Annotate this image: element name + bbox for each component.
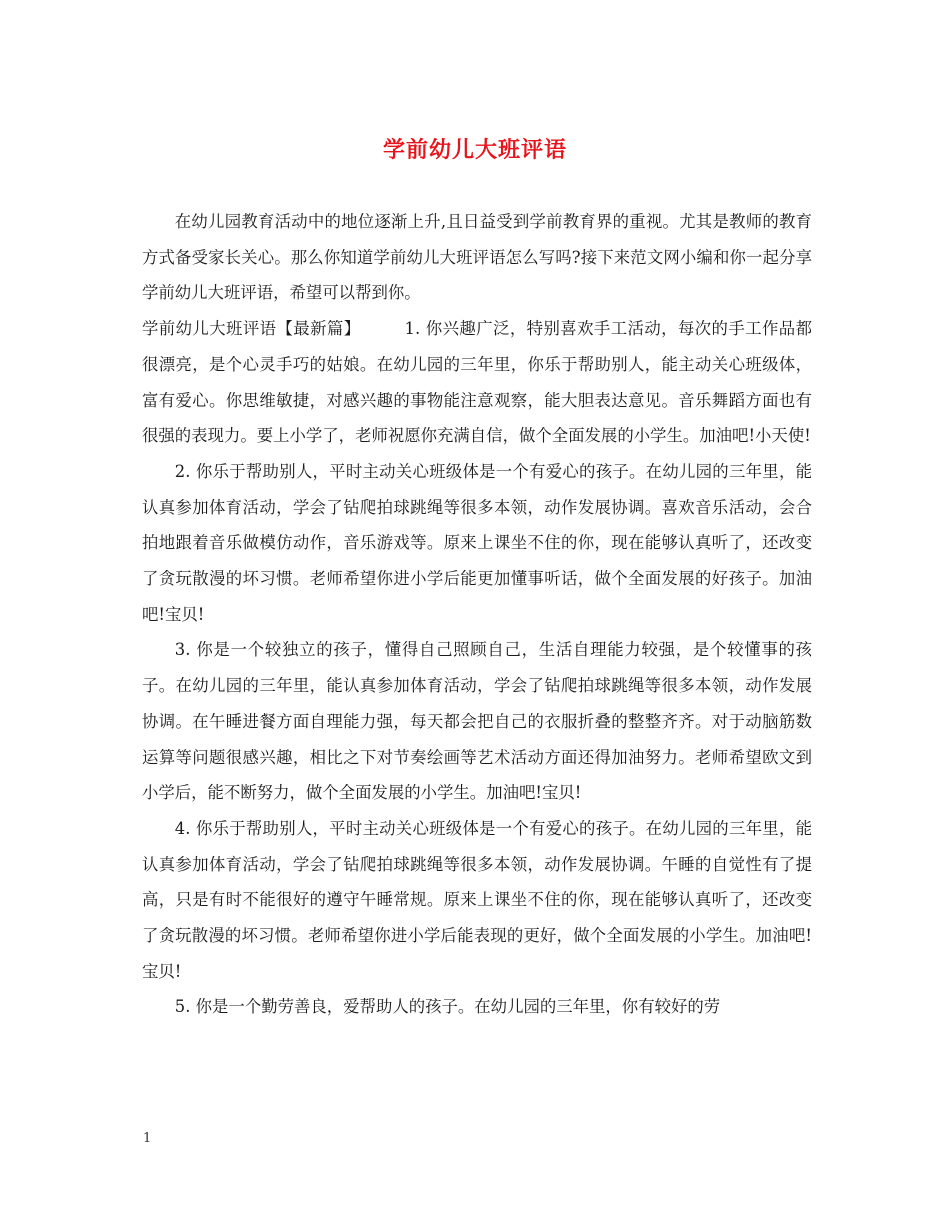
item-4-paragraph: 4. 你乐于帮助别人，平时主动关心班级体是一个有爱心的孩子。在幼儿园的三年里，能认真参加体育活动，学会了钻爬拍球跳绳等很多本领，动作发展协调。午睡的自觉性有了提高，只是有时不能很好的遵守午睡常规。原来上课坐不住的你，现在能够认真听了，还改变了贪玩散漫的坏习惯。老师希望你进小学后能表现的更好，做个全面发展的小学生。加油吧!宝贝! — [142, 818, 812, 981]
item-3-paragraph: 3. 你是一个较独立的孩子，懂得自己照顾自己，生活自理能力较强，是个较懂事的孩子。在幼儿园的三年里，能认真参加体育活动，学会了钻爬拍球跳绳等很多本领，动作发展协调。在午睡进餐方面自理能力强，每天都会把自己的衣服折叠的整整齐齐。对于动脑筋数运算等问题很感兴趣，相比之下对节奏绘画等艺术活动方面还得加油努力。老师希望欧文到小学后，能不断努力，做个全面发展的小学生。加油吧!宝贝! — [142, 640, 812, 803]
page-number: 1 — [143, 1131, 152, 1146]
document-body — [142, 204, 812, 1025]
item-1-rest: 工作品都很漂亮，是个心灵手巧的姑娘。在幼儿园的三年里，你乐于帮助别人，能主动关心班级体，富有爱心。你思维敏捷，对感兴趣的事物能注意观察，能大胆表达意见。音乐舞蹈方面也有很强的表现力。要上小学了，老师祝愿你充满自信，做个全面发展的小学生。加油吧!小天使! — [142, 319, 813, 446]
section-paragraph-1 — [142, 311, 812, 454]
item-1-start: 1. 你兴趣广泛，特别喜欢手工活动，每次的手 — [404, 319, 746, 339]
intro-paragraph: 在幼儿园教育活动中的地位逐渐上升,且日益受到学前教育界的重视。尤其是教师的教育方式备受家长关心。那么你知道学前幼儿大班评语怎么写吗?接下来范文网小编和你一起分享学前幼儿大班评语，希望可以帮到你。 — [142, 212, 812, 303]
page-title: 学前幼儿大班评语 — [382, 138, 567, 163]
item-2-paragraph: 2. 你乐于帮助别人，平时主动关心班级体是一个有爱心的孩子。在幼儿园的三年里，能认真参加体育活动，学会了钻爬拍球跳绳等很多本领，动作发展协调。喜欢音乐活动，会合拍地跟着音乐做模仿动作，音乐游戏等。原来上课坐不住的你，现在能够认真听了，还改变了贪玩散漫的坏习惯。老师希望你进小学后能更加懂事听话，做个全面发展的好孩子。加油吧!宝贝! — [142, 461, 812, 624]
section-heading: 学前幼儿大班评语【最新篇】 — [142, 319, 361, 339]
item-5-paragraph: 5. 你是一个勤劳善良，爱帮助人的孩子。在幼儿园的三年里，你有较好的劳 — [174, 997, 721, 1017]
section-line — [142, 319, 745, 338]
